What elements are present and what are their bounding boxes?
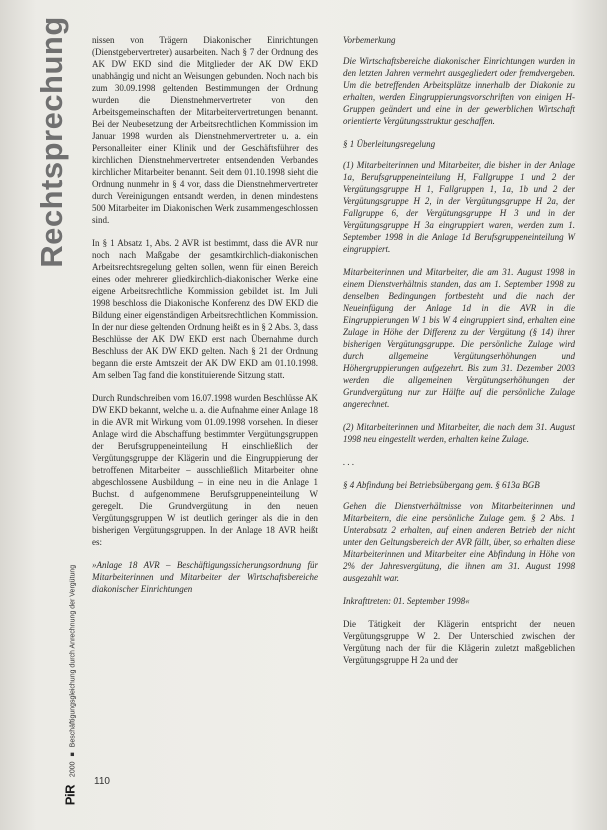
footer-bullet: ■ bbox=[69, 752, 77, 757]
closing-paragraph: Die Tätigkeit der Klägerin entspricht der neuen Vergütungsgruppe W 2. Der Unterschied zwischen der Vergütung nach der für die Klägerin zuletzt maßgeblichen Vergütungsgruppe H 2a und der bbox=[343, 619, 575, 665]
footer-inner bbox=[63, 565, 78, 805]
preliminary-text: Die Wirtschaftsbereiche diakonischer Einrichtungen wurden in den letzten Jahren vermehrt ausgegliedert oder fremdvergeben. Um die betreffenden Arbeitsplätze innerhalb der Diakonie zu erhalten, werden Eingruppierungsvorschriften von einigen H-Gruppen geändert und eine in der gewerblichen Wirtschaft orientierte Vergütungsstruktur geschaffen. bbox=[343, 56, 575, 126]
left-paragraph-1: nissen von Trägern Diakonischer Einrichtungen (Dienstgebervertreter) ausarbeiten. Nach § 7 der Ordnung des AK DW EKD sind die Mitglieder der AK DW EKD unabhängig und nicht an Weisungen gebunden. Noch nach bis zum 30.09.1998 geltenden Bestimmungen der Ordnung wurden die Dienstnehmervertreter von den Arbeitsgemeinschaften der Mitarbeitervertretungen benannt. Bei der Neubesetzung der Arbeitsrechtlichen Kommission im Januar 1998 wurden als Dienstnehmervertreter u. a. ein Personalleiter einer Klinik und der Geschäftsführer des kirchlichen Dienstnehmervertreter entsendenden Verbandes kirchlicher Mitarbeiter benannt. Seit dem 01.10.1998 sieht die Ordnung nunmehr in § 4 vor, dass die Dienstnehmervertreter durch Vereinigungen entsandt werden, in denen mindestens 500 Mitarbeiter im Diakonischen Werk zusammengeschlossen sind. bbox=[92, 35, 318, 225]
journal-logo: PiR bbox=[62, 785, 78, 806]
section-1-title: § 1 Überleitungsregelung bbox=[343, 139, 436, 149]
section-4-title: § 4 Abfindung bei Betriebsübergang gem. § 613a BGB bbox=[343, 480, 540, 490]
preliminary-heading: Vorbemerkung bbox=[343, 35, 396, 45]
left-paragraph-2: In § 1 Absatz 1, Abs. 2 AVR ist bestimmt, dass die AVR nur noch nach Maßgabe der gesamtkirchlich-diakonischen Arbeitsrechtsregelung gelten sollen, wenn für einen Bereich eines oder mehrerer gliedkirchlich-diakonischer Werke eine eigene Arbeitsrechtliche Kommission gebildet ist. Im Juli 1998 beschloss die Diakonische Konferenz des DW EKD die Bildung einer eigenständigen Arbeitsrechtlichen Kommission. In der nur diese geltenden Ordnung heißt es in § 2 Abs. 3, dass Beschlüsse der AK DW EKD erst nach Übernahme durch Beschluss der AK DW EKD gelten. Nach § 21 der Ordnung begann die erste Amtszeit der AK DW EKD am 01.10.1998. Am selben Tag fand die konstituierende Sitzung statt. bbox=[92, 238, 318, 380]
section-1-para-1: (1) Mitarbeiterinnen und Mitarbeiter, die bisher in der Anlage 1a, Berufsgruppeneinteilung H, Fallgruppe 1 und 2 der Vergütungsgruppe H 1, Fallgruppen 1, 1a, 1b und 2 der Vergütungsgruppe H 2, in der Vergütungsgruppe H 2a, der Fallgruppe 6, der Vergütungsgruppe H 3 und in der Vergütungsgruppe H 3a eingruppiert waren, werden zum 1. September 1998 in die Anlage 1d Berufsgruppeneinteilung W eingruppiert. bbox=[343, 160, 575, 254]
section-4-para-1: Gehen die Dienstverhältnisse von Mitarbeiterinnen und Mitarbeitern, die eine persönliche Zulage gem. § 2 Abs. 1 Unterabsatz 2 erhalten, auf einen anderen Betrieb der nicht unter den Geltungsbereich der AVR fällt, über, so erhalten diese Mitarbeiterinnen und Mitarbeiter eine Abfindung in Höhe von 2% der Jahresvergütung, die ihnen am 31. August 1998 ausgezahlt war. bbox=[343, 501, 575, 583]
annex-heading: »Anlage 18 AVR – Beschäftigungssicherungsordnung für Mitarbeiterinnen und Mitarbeiter der Wirtschaftsbereiche diakonischer Einrichtungen bbox=[92, 560, 318, 594]
left-column bbox=[92, 34, 318, 606]
footer-vertical bbox=[60, 553, 80, 818]
right-column bbox=[343, 34, 575, 677]
footer-year: 2000 bbox=[69, 761, 77, 778]
page-number: 110 bbox=[94, 776, 110, 787]
section-title: Rechtsprechung bbox=[34, 16, 69, 268]
effective-date: Inkrafttreten: 01. September 1998« bbox=[343, 596, 470, 606]
running-title: Beschäftigungsgleichung durch Anrechnung der Vergütung bbox=[69, 564, 77, 748]
left-paragraph-3: Durch Rundschreiben vom 16.07.1998 wurden Beschlüsse AK DW EKD bekannt, welche u. a. die Aufnahme einer Anlage 18 in die AVR mit Wirkung vom 01.09.1998 vorsehen. In dieser Anlage wird die Abschaffung bestimmter Vergütungsgruppen der Berufsgruppeneinteilung H einschließlich der Vergütungsgruppe der Klägerin und die Eingruppierung der betroffenen Mitarbeiter – ausschließlich Mitarbeiter ohne abgeschlossene Ausbildung – in eine neu in die Anlage 1 Buchst. d aufgenommene Berufsgruppeneinteilung W geregelt. Die Grundvergütung in den neuen Vergütungsgruppen W ist deutlich geringer als die in den bisherigen Vergütungsgruppen. In der Anlage 18 AVR heißt es: bbox=[92, 393, 319, 547]
section-1-para-2: Mitarbeiterinnen und Mitarbeiter, die am 31. August 1998 in einem Dienstverhältnis standen, das am 1. September 1998 zu denselben Bedingungen fortbesteht und die nach der Neueinfügung der Anlage 1d in die AVR in die Eingruppierungen W 1 bis W 4 eingruppiert sind, erhalten eine Zulage in Höhe der Differenz zu der Vergütung (§ 14) ihrer bisherigen Vergütungsgruppe. Die persönliche Zulage wird durch allgemeine Vergütungserhöhungen und Höhergruppierungen aufgezehrt. Bis zum 31. Dezember 2003 werden die allgemeinen Vergütungserhöhungen der Grundvergütung nur zur Hälfte auf die persönliche Zulage angerechnet. bbox=[343, 267, 575, 409]
section-1-para-3: (2) Mitarbeiterinnen und Mitarbeiter, die nach dem 31. August 1998 neu eingestellt werden, erhalten keine Zulage. bbox=[343, 422, 575, 444]
omission-marker: . . . bbox=[343, 457, 355, 467]
section-title-vertical bbox=[28, 16, 78, 268]
